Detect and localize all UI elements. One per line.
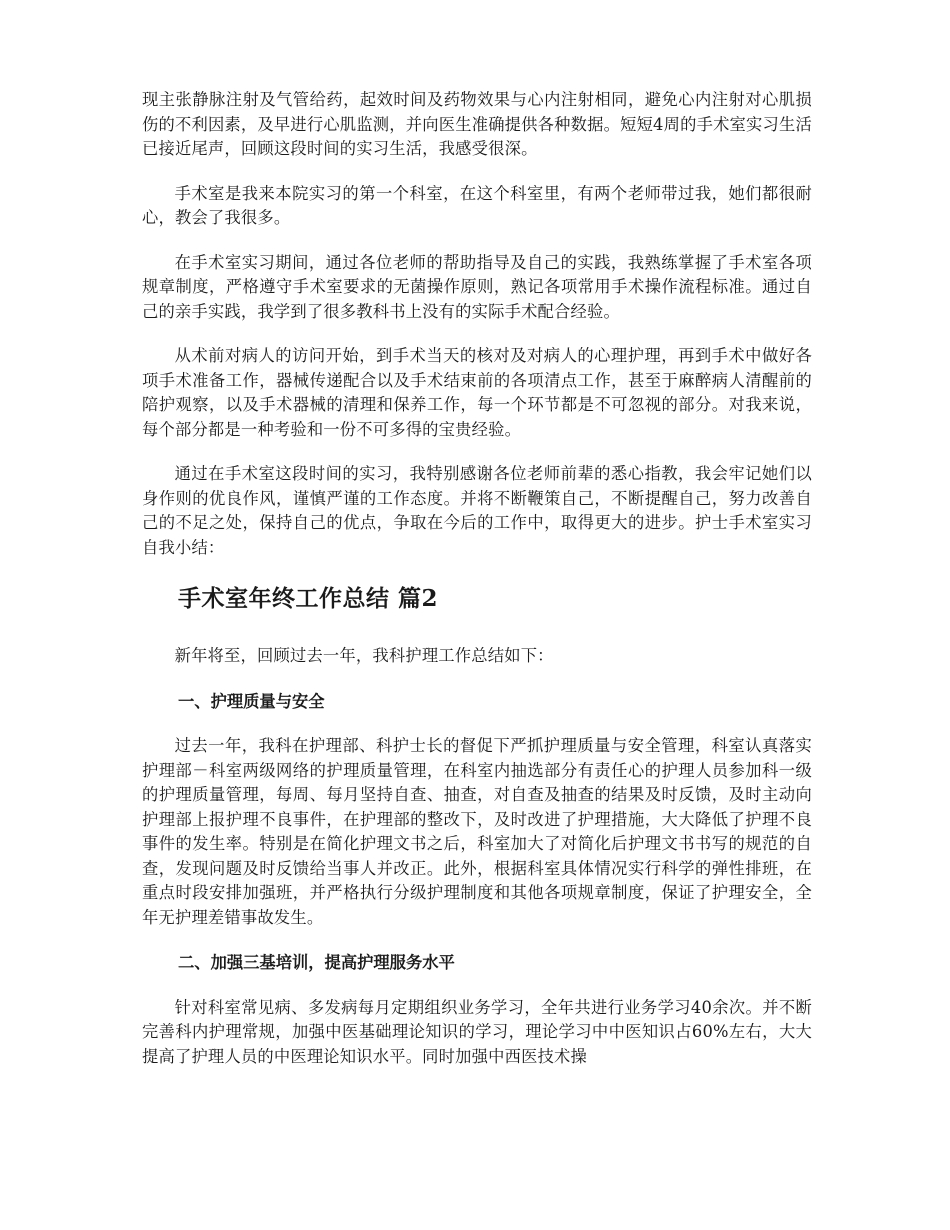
subsection-body-2: 针对科室常见病、多发病每月定期组织业务学习，全年共进行业务学习40余次。并不断完善科内护理常规，加强中医基础理论知识的学习，理论学习中中医知识占60%左右，大大提高了护理人员的中医理论知识水平。同时加强中西医技术操 [142, 997, 812, 1066]
paragraph-2: 手术室是我来本院实习的第一个科室，在这个科室里，有两个老师带过我，她们都很耐心，教会了我很多。 [142, 183, 812, 227]
paragraph-3: 在手术室实习期间，通过各位老师的帮助指导及自己的实践，我熟练掌握了手术室各项规章制度，严格遵守手术室要求的无菌操作原则，熟记各项常用手术操作流程标准。通过自己的亲手实践，我学到了很多教科书上没有的实际手术配合经验。 [142, 252, 812, 321]
subsection-body-1: 过去一年，我科在护理部、科护士长的督促下严抓护理质量与安全管理，科室认真落实护理部－科室两级网络的护理质量管理，在科室内抽选部分有责任心的护理人员参加科一级的护理质量管理，每周、每月坚持自查、抽查，对自查及抽查的结果及时反馈，及时主动向护理部上报护理不良事件，在护理部的整改下，及时改进了护理措施，大大降低了护理不良事件的发生率。特别是在简化护理文书之后，科室加大了对简化后护理文书书写的规范的自查，发现问题及时反馈给当事人并改正。此外，根据科室具体情况实行科学的弹性排班，在重点时段安排加强班，并严格执行分级护理制度和其他各项规章制度，保证了护理安全，全年无护理差错事故发生。 [142, 736, 812, 927]
document-content [142, 88, 812, 1069]
paragraph-1: 现主张静脉注射及气管给药，起效时间及药物效果与心内注射相同，避免心内注射对心肌损伤的不利因素，及早进行心肌监测，并向医生准确提供各种数据。短短4周的手术室实习生活已接近尾声，回顾这段时间的实习生活，我感受很深。 [142, 90, 812, 158]
intro-paragraph: 新年将至，回顾过去一年，我科护理工作总结如下： [174, 646, 554, 665]
paragraph-4: 从术前对病人的访问开始，到手术当天的核对及对病人的心理护理，再到手术中做好各项手术准备工作，器械传递配合以及手术结束前的各项清点工作，甚至于麻醉病人清醒前的陪护观察，以及手术器械的清理和保养工作，每一个环节都是不可忽视的部分。对我来说，每个部分都是一种考验和一份不可多得的宝贵经验。 [142, 346, 812, 439]
subsection-title-1: 一、护理质量与安全 [178, 691, 325, 711]
subsection-title-2: 二、加强三基培训，提高护理服务水平 [178, 953, 455, 972]
paragraph-5: 通过在手术室这段时间的实习，我特别感谢各位老师前辈的悉心指教，我会牢记她们以身作则的优良作风，谨慎严谨的工作态度。并将不断鞭策自己，不断提醒自己，努力改善自己的不足之处，保持自己的优点，争取在今后的工作中，取得更大的进步。护士手术室实习自我小结： [142, 464, 812, 557]
section-heading: 手术室年终工作总结 篇2 [178, 585, 439, 612]
